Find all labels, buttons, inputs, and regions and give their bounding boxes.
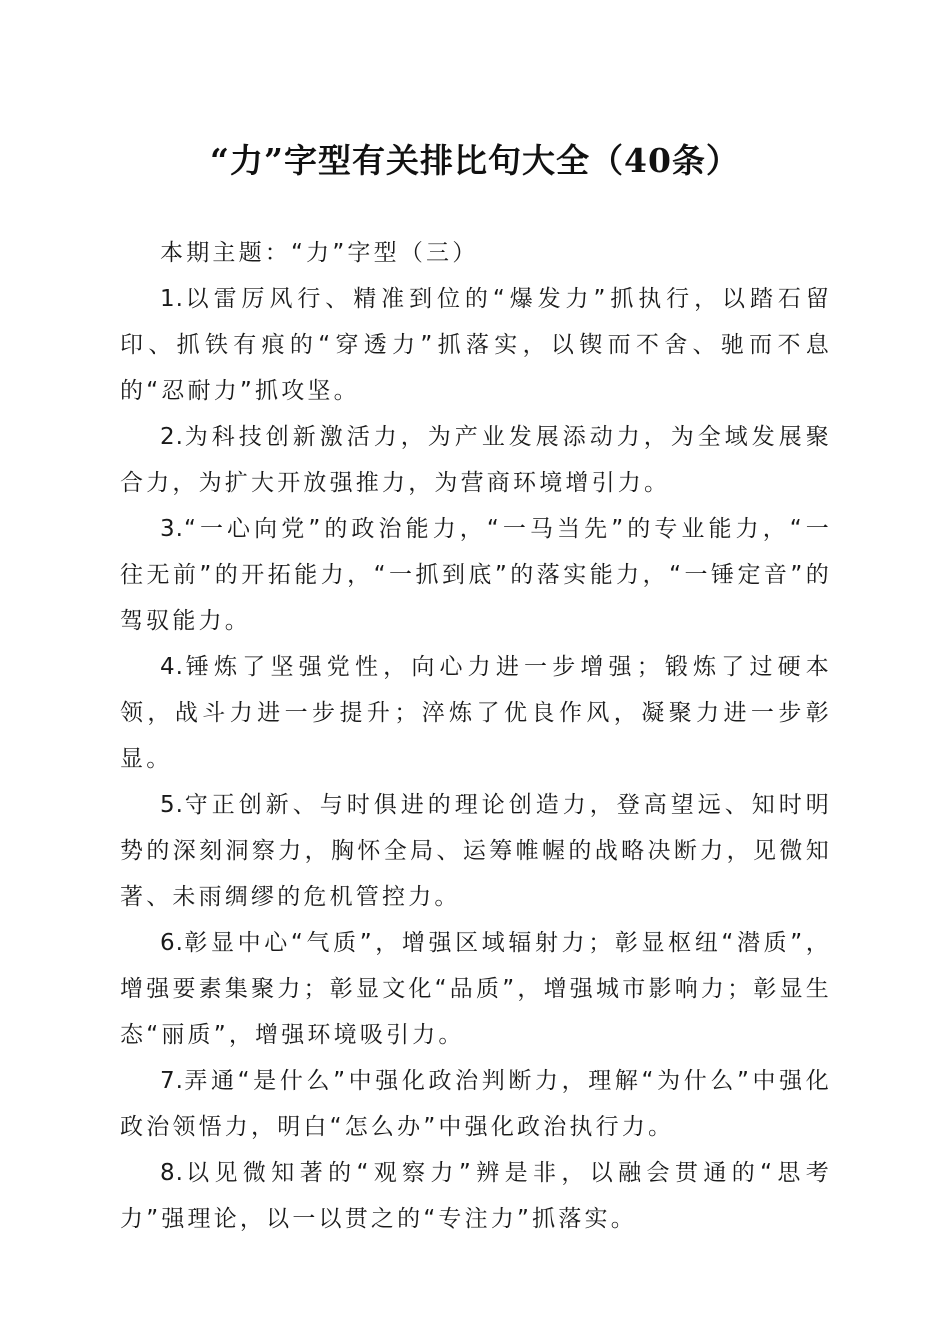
item-text: 以雷厉风行、精准到位的“爆发力”抓执行，以踏石留印、抓铁有痕的“穿透力”抓落实，以锲而不舍、驰而不息的“忍耐力”抓攻坚。 xyxy=(120,286,832,404)
item-number: 1. xyxy=(160,286,184,312)
item-text: 锤炼了坚强党性，向心力进一步增强；锻炼了过硬本领，战斗力进一步提升；淬炼了优良作风，凝聚力进一步彰显。 xyxy=(120,654,832,772)
item-text: 以见微知著的“观察力”辨是非，以融会贯通的“思考力”强理论，以一以贯之的“专注力”抓落实。 xyxy=(120,1160,832,1232)
item-text: 弄通“是什么”中强化政治判断力，理解“为什么”中强化政治领悟力，明白“怎么办”中强化政治执行力。 xyxy=(120,1068,832,1140)
item-number: 7. xyxy=(160,1068,184,1094)
list-item xyxy=(120,644,832,782)
item-number: 5. xyxy=(160,792,184,818)
list-item xyxy=(120,782,832,920)
subtitle-line: 本期主题：“力”字型（三） xyxy=(160,240,479,266)
list-item xyxy=(120,920,832,1058)
item-text: 守正创新、与时俱进的理论创造力，登高望远、知时明势的深刻洞察力，胸怀全局、运筹帷幄的战略决断力，见微知著、未雨绸缪的危机管控力。 xyxy=(120,792,832,910)
item-number: 4. xyxy=(160,654,184,680)
item-text: 彰显中心“气质”，增强区域辐射力；彰显枢纽“潜质”，增强要素集聚力；彰显文化“品质”，增强城市影响力；彰显生态“丽质”，增强环境吸引力。 xyxy=(120,930,832,1048)
list-item xyxy=(120,276,832,414)
item-text: 为科技创新激活力，为产业发展添动力，为全域发展聚合力，为扩大开放强推力，为营商环境增引力。 xyxy=(120,424,832,496)
document-title: “力”字型有关排比句大全（40条） xyxy=(210,141,740,180)
item-number: 6. xyxy=(160,930,184,956)
item-number: 2. xyxy=(160,424,184,450)
item-number: 3. xyxy=(160,516,184,542)
list-item xyxy=(120,1058,832,1150)
document-body xyxy=(120,230,832,1242)
item-text: “一心向党”的政治能力，“一马当先”的专业能力，“一往无前”的开拓能力，“一抓到底”的落实能力，“一锤定音”的驾驭能力。 xyxy=(120,516,832,634)
list-item xyxy=(120,1150,832,1242)
list-item xyxy=(120,414,832,506)
list-item xyxy=(120,506,832,644)
item-number: 8. xyxy=(160,1160,184,1186)
